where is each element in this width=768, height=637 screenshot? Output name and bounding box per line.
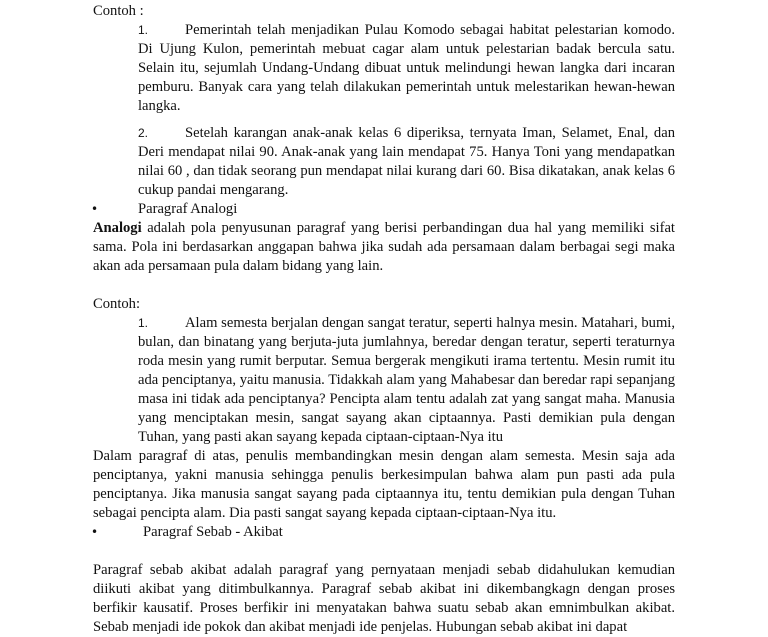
analogi-definition-text: adalah pola penyusunan paragraf yang berisi perbandingan dua hal yang memiliki sifat sama. Pola ini berdasarkan anggapan bahwa jika sudah ada persamaan dalam berbagai segi maka akan ada persamaan pula dalam bidang yang lain. bbox=[93, 220, 675, 274]
analogi-explanation: Dalam paragraf di atas, penulis membandingkan mesin dengan alam semesta. Mesin saja ada penciptanya, yakni manusia sehingga penulis berkesimpulan bahwa alam pun pasti ada pula penciptanya. Jika manusia sangat sayang pada ciptaannya itu, tentu demikian pula dengan Tuhan sebagai pencipta alam. Dia pasti sangat sayang kepada ciptaan-ciptaan-Nya itu. bbox=[93, 448, 675, 521]
sebab-akibat-definition: Paragraf sebab akibat adalah paragraf yang pernyataan menjadi sebab didahulukan kemudian diikuti akibat yang ditimbulkannya. Paragraf sebab akibat ini dikembangkagn dengan proses berfikir kausatif. Proses berfikir ini menyatakan bahwa suatu sebab akan emnimbulkan akibat. Sebab menjadi ide pokok dan akibat menjadi ide penjelas. Hubungan sebab akibat ini dapat bbox=[93, 562, 675, 635]
example-text: Setelah karangan anak-anak kelas 6 diperiksa, ternyata Iman, Selamet, Enal, dan Deri mendapat nilai 90. Anak-anak yang lain mendapat 75. Hanya Toni yang mendapatkan nilai 60 , dan tidak seorang pun mendapat nilai kurang dari 60. Bisa dikatakan, anak kelas 6 cukup pandai mengarang. bbox=[138, 125, 675, 198]
example-number: 1. bbox=[138, 316, 149, 330]
heading-text: Paragraf Sebab - Akibat bbox=[143, 524, 283, 540]
document-page bbox=[93, 2, 675, 637]
contoh-label-1: Contoh : bbox=[93, 3, 144, 19]
bullet-icon: • bbox=[91, 525, 99, 539]
example-item-3 bbox=[138, 314, 675, 447]
contoh-label-2: Contoh: bbox=[93, 296, 141, 312]
analogi-definition bbox=[93, 219, 675, 276]
example-number: 1. bbox=[138, 23, 149, 37]
heading-paragraf-sebab-akibat bbox=[93, 523, 675, 542]
example-text: Pemerintah telah menjadikan Pulau Komodo sebagai habitat pelestarian komodo. Di Ujung Kulon, pemerintah mebuat cagar alam untuk pelestarian badak bercula satu. Selain itu, sejumlah Undang-Undang dibuat untuk melindungi hewan langka dari incaran pemburu. Banyak cara yang telah dilakukan pemerintah untuk melestarikan hewan-hewan langka. bbox=[138, 22, 675, 114]
example-item-1 bbox=[138, 21, 675, 116]
example-text: Alam semesta berjalan dengan sangat teratur, seperti halnya mesin. Matahari, bumi, bulan, dan binatang yang berjuta-juta jumlahnya, beredar dengan teratur, seperti teraturnya roda mesin yang rumit berputar. Semua bergerak mengikuti irama tertentu. Mesin rumit itu ada penciptanya, yaitu manusia. Tidakkah alam yang Mahabesar dan beredar rapi sepanjang masa ini tidak ada penciptanya? Pencipta alam tentu adalah zat yang sangat maha. Manusia yang menciptakan mesin, sangat sayang akan ciptaannya. Pasti demikian pula dengan Tuhan, yang pasti akan sayang kepada ciptaan-ciptaan-Nya itu bbox=[138, 315, 675, 445]
example-number: 2. bbox=[138, 126, 149, 140]
bullet-icon: • bbox=[91, 202, 99, 216]
analogi-term: Analogi bbox=[93, 220, 142, 236]
example-item-2 bbox=[138, 124, 675, 200]
heading-paragraf-analogi bbox=[93, 200, 675, 219]
heading-text: Paragraf Analogi bbox=[138, 201, 238, 217]
